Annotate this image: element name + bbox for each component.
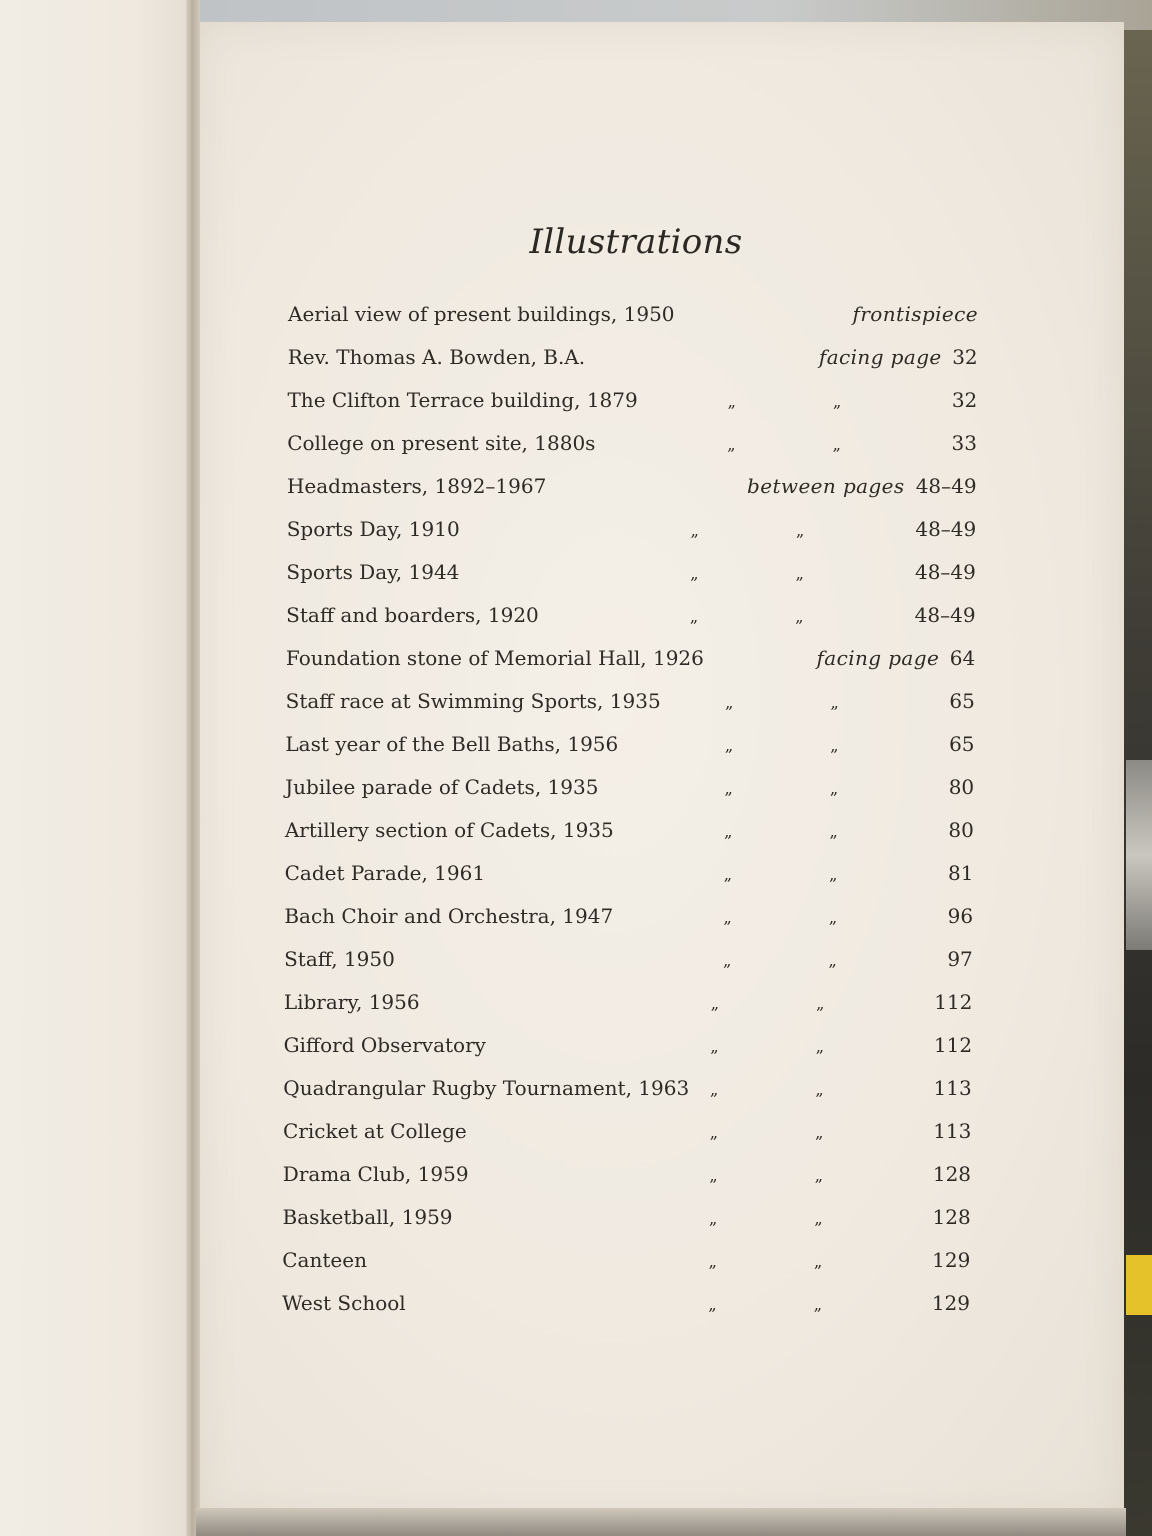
page-number: 128 (932, 1205, 971, 1229)
ditto-marks: „ „ (690, 521, 851, 540)
page-reference-label: between pages (747, 474, 905, 498)
page-number: 48–49 (914, 560, 976, 584)
page-reference-label: frontispiece (852, 302, 978, 326)
ditto-marks: „ „ (710, 1037, 871, 1056)
page-number: 32 (951, 388, 978, 412)
ditto-marks: „ „ (727, 392, 888, 411)
illustration-caption: Sports Day, 1910 (286, 517, 460, 541)
illustration-caption: Foundation stone of Memorial Hall, 1926 (285, 646, 704, 670)
page-number: 128 (932, 1162, 972, 1186)
ditto-marks: „ „ (725, 693, 885, 712)
page-reference-label: facing page (816, 646, 940, 670)
page-reference-label: facing page (818, 345, 942, 369)
illustration-caption: Rev. Thomas A. Bowden, B.A. (287, 345, 586, 369)
illustration-caption: Library, 1956 (283, 990, 420, 1014)
ditto-marks: „ „ (724, 736, 885, 755)
page-number: 65 (949, 732, 975, 756)
page-bottom-edge (196, 1508, 1126, 1536)
page-number: 113 (933, 1076, 972, 1100)
ditto-marks: „ „ (690, 564, 850, 583)
page-title: Illustrations (529, 222, 743, 262)
illustration-caption: Sports Day, 1944 (286, 560, 460, 584)
page-number: 65 (949, 689, 975, 713)
book-cover-stripe (1126, 1255, 1152, 1315)
ditto-marks: „ „ (724, 779, 885, 798)
page-number: 81 (948, 861, 974, 885)
ditto-marks: „ „ (710, 1080, 870, 1099)
ditto-marks: „ „ (723, 865, 884, 884)
page-number: 33 (951, 431, 977, 455)
illustration-caption: Jubilee parade of Cadets, 1935 (285, 775, 599, 799)
page-number: 48–49 (915, 474, 977, 498)
page-number: 112 (934, 990, 973, 1014)
page-number: 80 (948, 775, 975, 799)
page-number: 80 (948, 818, 974, 842)
page-number: 112 (933, 1033, 973, 1057)
illustration-caption: Gifford Observatory (283, 1033, 486, 1057)
illustration-caption: The Clifton Terrace building, 1879 (287, 388, 638, 412)
page-number: 129 (932, 1248, 971, 1272)
ditto-marks: „ „ (709, 1123, 870, 1142)
page-number: 48–49 (914, 603, 976, 627)
page-number: 32 (952, 345, 978, 369)
page-number: 48–49 (915, 517, 977, 541)
ditto-marks: „ „ (710, 994, 871, 1013)
page-number: 113 (933, 1119, 972, 1143)
ditto-marks: „ „ (723, 908, 884, 927)
illustration-caption: Basketball, 1959 (282, 1205, 453, 1229)
page-number: 129 (931, 1291, 970, 1315)
page-number: 97 (947, 947, 973, 971)
illustration-caption: College on present site, 1880s (287, 431, 596, 455)
page-number: 64 (949, 646, 976, 670)
ditto-marks: „ „ (708, 1295, 868, 1314)
illustration-caption: West School (282, 1291, 406, 1315)
illustration-caption: Canteen (282, 1248, 367, 1272)
illustration-caption: Quadrangular Rugby Tournament, 1963 (283, 1076, 690, 1100)
ditto-marks: „ „ (689, 607, 850, 626)
ditto-marks: „ „ (727, 435, 887, 454)
page-number: 96 (947, 904, 974, 928)
illustration-caption: Drama Club, 1959 (282, 1162, 469, 1186)
ditto-marks: „ „ (723, 951, 883, 970)
illustration-caption: Staff race at Swimming Sports, 1935 (285, 689, 661, 713)
illustration-caption: Aerial view of present buildings, 1950 (288, 302, 675, 326)
illustration-caption: Staff and boarders, 1920 (286, 603, 539, 627)
book-cover-detail (1126, 760, 1152, 950)
ditto-marks: „ „ (708, 1252, 869, 1271)
illustration-caption: Bach Choir and Orchestra, 1947 (284, 904, 614, 928)
ditto-marks: „ „ (709, 1166, 870, 1185)
illustration-caption: Last year of the Bell Baths, 1956 (285, 732, 619, 756)
ditto-marks: „ „ (709, 1209, 869, 1228)
illustration-caption: Artillery section of Cadets, 1935 (284, 818, 614, 842)
illustration-caption: Headmasters, 1892–1967 (286, 474, 547, 498)
ditto-marks: „ „ (724, 822, 884, 841)
illustration-caption: Cadet Parade, 1961 (284, 861, 486, 885)
illustration-caption: Staff, 1950 (284, 947, 395, 971)
illustration-caption: Cricket at College (283, 1119, 467, 1143)
